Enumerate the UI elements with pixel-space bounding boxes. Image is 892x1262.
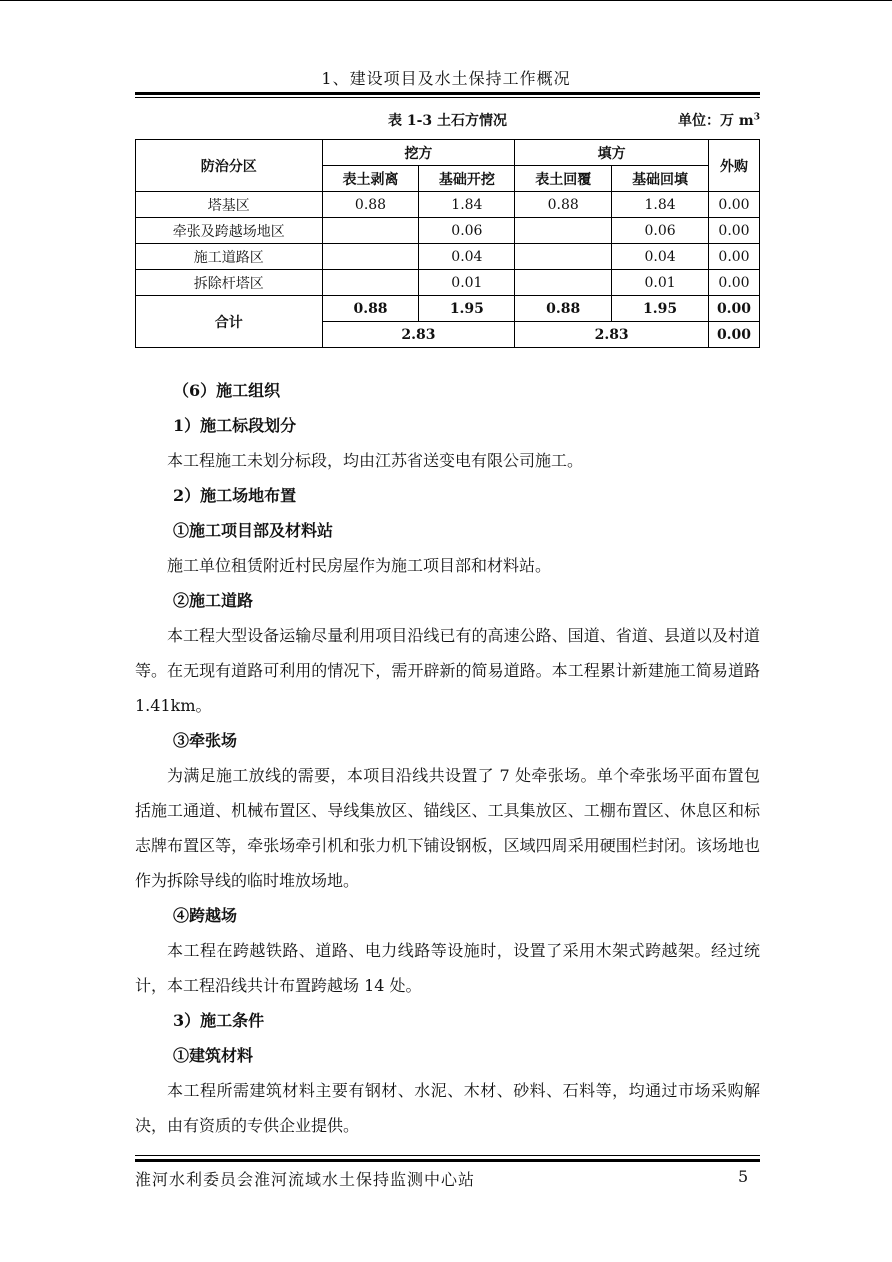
cell-dig: 1.84 [419,192,515,218]
paragraph: 本工程施工未划分标段，均由江苏省送变电有限公司施工。 [167,451,584,470]
table-row [136,244,760,270]
cell-cover [515,244,612,270]
section-heading: （6）施工组织 [173,381,281,400]
table-header-row [136,140,760,166]
cell-cover [515,218,612,244]
footer-organization: 淮河水利委员会淮河流域水土保持监测中心站 [135,1170,476,1189]
cell-dig: 0.04 [419,244,515,270]
cell-dig: 0.01 [419,270,515,296]
cell-cover: 0.88 [515,192,612,218]
subsection-heading: 1）施工标段划分 [173,416,297,435]
cell-fill: 1.84 [612,192,709,218]
table-row [136,270,760,296]
subheader-topsoil-strip: 表土剥离 [322,166,419,192]
header-zone: 防治分区 [136,140,323,192]
cell-zone: 塔基区 [136,192,323,218]
footer-rule-thin [135,1155,760,1156]
paragraph: 为满足施工放线的需要，本项目沿线共设置了 7 处牵张场。单个牵张场平面布置包括施工通道、机械布置区、导线集放区、锚线区、工具集放区、工棚布置区、休息区和标志牌布置区等，牵张场牵引机和张力机下铺设钢板，区域四周采用硬围栏封闭。该场地也作为拆除导线的临时堆放场地。 [135,766,760,890]
cell-purchase-sum: 0.00 [708,322,759,348]
table-row [136,218,760,244]
cell-purchase: 0.00 [708,244,759,270]
header-rule-thick [135,92,760,95]
cell-purchase: 0.00 [708,192,759,218]
table-row [136,192,760,218]
cell-total-purchase: 0.00 [708,296,759,322]
table-unit: 单位：万 $m^3$ [678,112,760,129]
page-number: 5 [738,1167,749,1186]
cell-dig: 0.06 [419,218,515,244]
body-content [135,373,760,1143]
table-caption-row [135,108,760,130]
cell-cover [515,270,612,296]
cell-total-dig: 1.95 [419,296,515,322]
paragraph: 本工程在跨越铁路、道路、电力线路等设施时，设置了采用木架式跨越架。经过统计，本工程沿线共计布置跨越场 14 处。 [135,941,760,995]
page-top-border [0,0,892,1]
header-fill: 填方 [515,140,709,166]
cell-zone: 拆除杆塔区 [136,270,323,296]
item-heading: ③牵张场 [173,731,238,750]
page-header-title: 1、建设项目及水土保持工作概况 [321,69,571,88]
cell-purchase: 0.00 [708,218,759,244]
paragraph: 本工程所需建筑材料主要有钢材、水泥、木材、砂料、石料等，均通过市场采购解决，由有资质的专供企业提供。 [135,1081,760,1135]
cell-purchase: 0.00 [708,270,759,296]
subheader-foundation-dig: 基础开挖 [419,166,515,192]
header-excavation: 挖方 [322,140,515,166]
table-caption: 表 1-3 土石方情况 [387,113,508,129]
cell-total-fill: 1.95 [612,296,709,322]
earthwork-table [135,139,760,348]
cell-excavation-sum: 2.83 [322,322,515,348]
subsection-heading: 2）施工场地布置 [173,486,297,505]
cell-zone: 施工道路区 [136,244,323,270]
cell-total-label: 合计 [136,296,323,348]
cell-fill: 0.04 [612,244,709,270]
cell-fill-sum: 2.83 [515,322,709,348]
item-heading: ②施工道路 [173,591,254,610]
cell-strip [322,244,419,270]
item-heading: ①施工项目部及材料站 [173,521,334,540]
cell-strip [322,270,419,296]
item-heading: ④跨越场 [173,906,238,925]
cell-total-cover: 0.88 [515,296,612,322]
header-purchase: 外购 [708,140,759,192]
cell-total-strip: 0.88 [322,296,419,322]
table-total-row [136,296,760,322]
subheader-foundation-fill: 基础回填 [612,166,709,192]
paragraph: 施工单位租赁附近村民房屋作为施工项目部和材料站。 [167,556,552,575]
item-heading: ①建筑材料 [173,1046,254,1065]
cell-fill: 0.01 [612,270,709,296]
header-rule-thin [135,97,760,98]
cell-zone: 牵张及跨越场地区 [136,218,323,244]
cell-strip: 0.88 [322,192,419,218]
cell-fill: 0.06 [612,218,709,244]
subheader-topsoil-cover: 表土回覆 [515,166,612,192]
paragraph: 本工程大型设备运输尽量利用项目沿线已有的高速公路、国道、省道、县道以及村道等。在无现有道路可利用的情况下，需开辟新的简易道路。本工程累计新建施工简易道路 1.41km。 [135,626,760,715]
cell-strip [322,218,419,244]
subsection-heading: 3）施工条件 [173,1011,265,1030]
footer-rule-thick [135,1159,760,1162]
